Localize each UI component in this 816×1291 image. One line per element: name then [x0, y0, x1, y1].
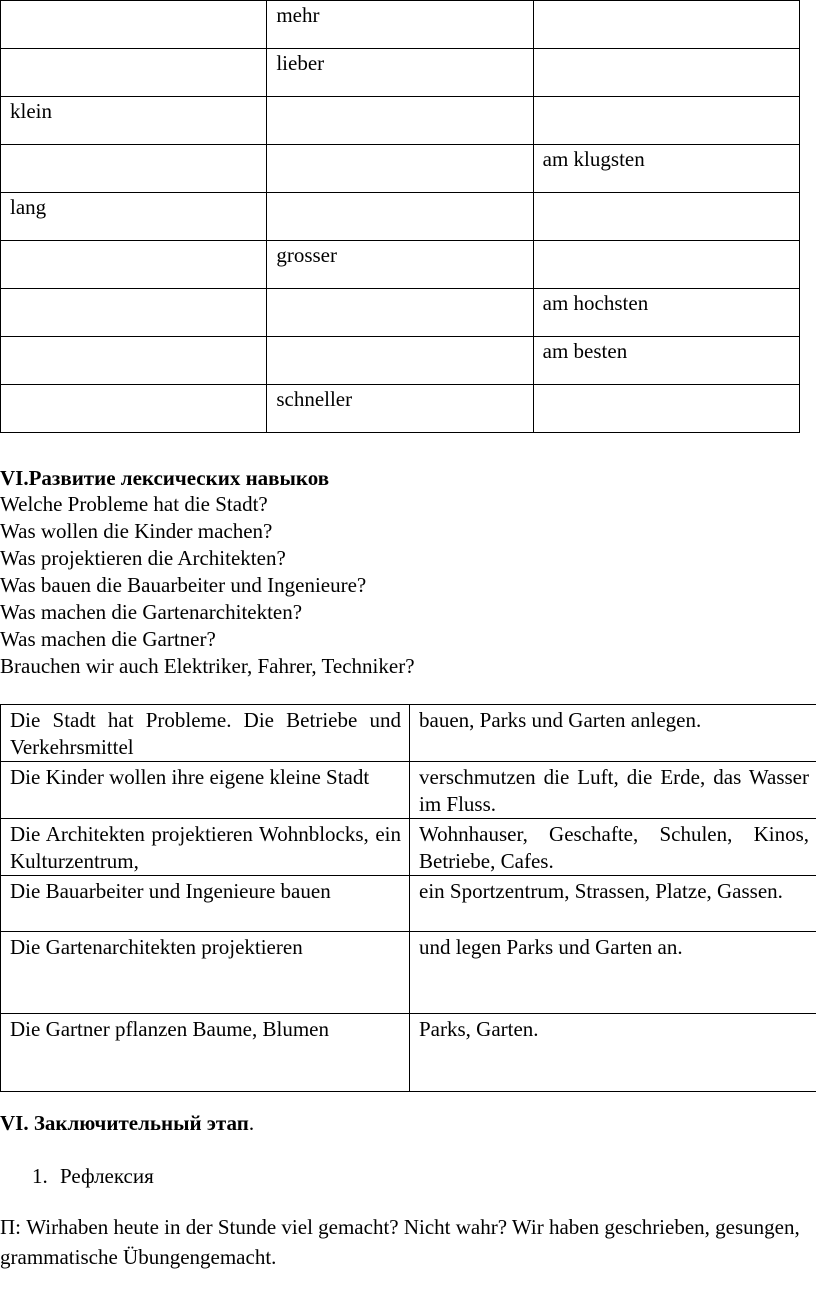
final-section-heading [0, 1110, 254, 1136]
table-cell [267, 289, 533, 337]
sentence-start-cell: Die Architekten projektieren Wohnblocks, ein Kulturzentrum, [1, 819, 410, 876]
table-cell [1, 337, 267, 385]
table-row [1, 97, 800, 145]
table-cell [533, 193, 799, 241]
table-cell [533, 241, 799, 289]
table-cell: am hochsten [533, 289, 799, 337]
comparison-forms-table [0, 0, 800, 433]
sentence-end-cell: Parks, Garten. [410, 1014, 816, 1092]
table-row [1, 337, 800, 385]
sentence-start-cell: Die Kinder wollen ihre eigene kleine Stadt [1, 762, 410, 819]
table-row [1, 876, 816, 932]
table-cell [533, 97, 799, 145]
question-list [0, 491, 415, 680]
table-cell [1, 49, 267, 97]
sentence-end-cell: verschmutzen die Luft, die Erde, das Wasser im Fluss. [410, 762, 816, 819]
question-item: Was wollen die Kinder machen? [0, 519, 273, 543]
table-cell [533, 1, 799, 49]
sentence-end-cell: und legen Parks und Garten an. [410, 932, 816, 1014]
sentence-start-cell: Die Bauarbeiter und Ingenieure bauen [1, 876, 410, 932]
comparison-forms-body [1, 1, 800, 433]
closing-paragraph: П: Wirhaben heute in der Stunde viel gemacht? Nicht wahr? Wir haben geschrieben, gesungen, grammatische Übungengemacht. [0, 1215, 800, 1269]
sentence-start-cell: Die Stadt hat Probleme. Die Betriebe und Verkehrsmittel [1, 705, 410, 762]
table-row [1, 819, 816, 876]
table-cell: lang [1, 193, 267, 241]
table-cell [267, 193, 533, 241]
sentence-end-cell: bauen, Parks und Garten anlegen. [410, 705, 816, 762]
sentence-end-cell: Wohnhauser, Geschafte, Schulen, Kinos, Betriebe, Cafes. [410, 819, 816, 876]
table-row [1, 241, 800, 289]
table-cell: grosser [267, 241, 533, 289]
sentence-matching-table [0, 704, 816, 1092]
sentence-start-cell: Die Gartner pflanzen Baume, Blumen [1, 1014, 410, 1092]
reflection-list-item [32, 1163, 154, 1189]
question-item: Brauchen wir auch Elektriker, Fahrer, Techniker? [0, 654, 415, 678]
table-row [1, 705, 816, 762]
table-row [1, 1, 800, 49]
table-row [1, 762, 816, 819]
question-item: Was machen die Gartner? [0, 627, 216, 651]
table-cell [1, 1, 267, 49]
table-cell: am besten [533, 337, 799, 385]
table-row [1, 193, 800, 241]
table-cell: schneller [267, 385, 533, 433]
table-cell [1, 385, 267, 433]
final-heading-suffix: . [248, 1111, 255, 1135]
question-item: Was bauen die Bauarbeiter und Ingenieure? [0, 573, 367, 597]
table-cell [267, 97, 533, 145]
table-cell [1, 145, 267, 193]
table-cell: lieber [267, 49, 533, 97]
table-cell: am klugsten [533, 145, 799, 193]
table-row [1, 932, 816, 1014]
list-number: 1. [32, 1164, 48, 1188]
table-cell: mehr [267, 1, 533, 49]
reflection-label: Рефлексия [60, 1164, 154, 1188]
table-row [1, 385, 800, 433]
table-cell [1, 289, 267, 337]
table-row [1, 49, 800, 97]
sentence-start-cell: Die Gartenarchitekten projektieren [1, 932, 410, 1014]
lexical-section-heading: VI.Развитие лексических навыков [0, 466, 330, 490]
question-item: Welche Probleme hat die Stadt? [0, 492, 268, 516]
table-cell [533, 385, 799, 433]
table-row [1, 1014, 816, 1092]
table-cell [1, 241, 267, 289]
final-heading-text: VI. Заключительный этап [0, 1111, 249, 1135]
table-cell [533, 49, 799, 97]
table-cell: klein [1, 97, 267, 145]
table-cell [267, 145, 533, 193]
table-row [1, 289, 800, 337]
question-item: Was projektieren die Architekten? [0, 546, 286, 570]
sentence-end-cell: ein Sportzentrum, Strassen, Platze, Gassen. [410, 876, 816, 932]
question-item: Was machen die Gartenarchitekten? [0, 600, 303, 624]
table-cell [267, 337, 533, 385]
table-row [1, 145, 800, 193]
